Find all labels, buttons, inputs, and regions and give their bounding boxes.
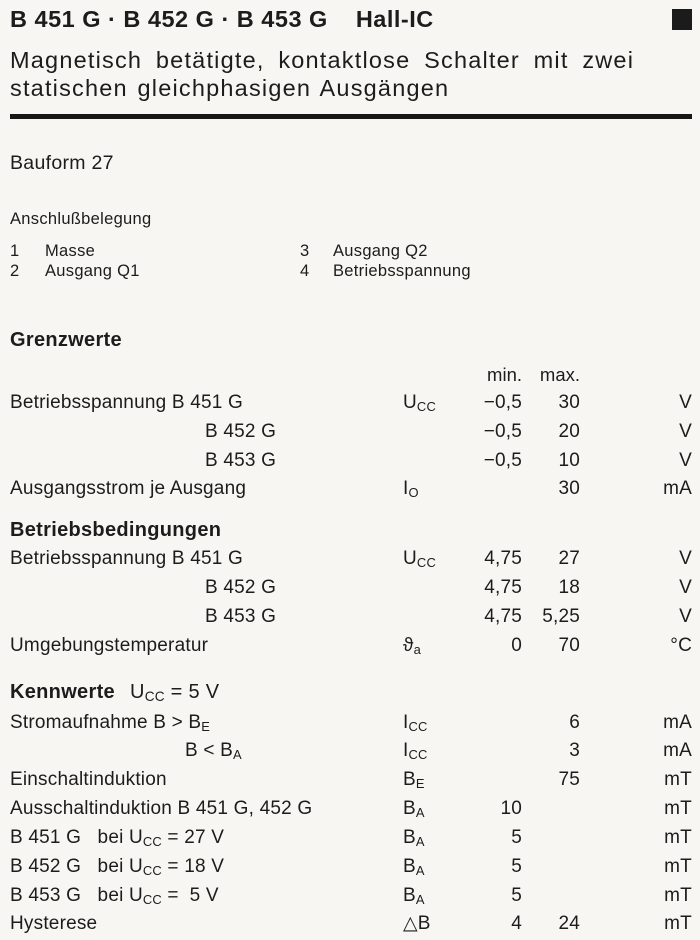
table-row: [10, 738, 692, 767]
pinout-heading: Anschlußbelegung: [10, 210, 152, 228]
param-cell: B 452 G: [205, 577, 277, 599]
pin-label: Ausgang Q1: [45, 261, 140, 280]
max-value-cell: [530, 883, 592, 912]
symbol-cell: ICC: [403, 711, 428, 734]
max-column-header: max.: [539, 364, 580, 385]
min-value-cell: [475, 738, 530, 767]
pin-label: Masse: [45, 242, 96, 260]
max-value-cell: 5,25: [542, 605, 580, 627]
pinout-section: [10, 210, 692, 280]
bauform-label: Bauform 27: [10, 152, 114, 174]
min-value-cell: 4: [511, 913, 522, 935]
symbol-cell: [403, 419, 475, 448]
max-value-cell: 70: [558, 634, 580, 656]
section-title: Kennwerte: [10, 680, 115, 703]
part-numbers: B 451 G · B 452 G · B 453 G: [10, 6, 328, 32]
symbol-cell: BA: [403, 826, 425, 849]
param-cell: B 452 G: [205, 420, 277, 442]
unit-cell: mT: [664, 769, 692, 791]
spec-section: [10, 681, 692, 940]
param-cell: B < BA: [185, 740, 242, 763]
max-value-cell: 18: [558, 577, 580, 599]
min-value-cell: [475, 476, 530, 505]
max-value-cell: 10: [558, 449, 580, 471]
param-cell: B 453 G: [205, 449, 277, 471]
table-row: [10, 476, 692, 505]
symbol-cell: [403, 604, 475, 633]
unit-cell: mT: [664, 826, 692, 848]
max-value-cell: 20: [558, 420, 580, 442]
symbol-cell: [403, 575, 475, 604]
section-rows: [10, 546, 692, 661]
unit-cell: V: [679, 605, 692, 627]
symbol-cell: BA: [403, 798, 425, 820]
pin-label: Ausgang Q2: [333, 242, 428, 260]
section-title: Grenzwerte: [10, 329, 122, 351]
section-condition-note: UCC = 5 V: [129, 680, 220, 704]
symbol-cell: IO: [403, 478, 419, 501]
param-cell: Betriebsspannung B 451 G: [10, 548, 243, 570]
table-row: [10, 633, 692, 662]
section-heading: [10, 519, 692, 542]
param-cell: Einschaltinduktion: [10, 769, 167, 791]
unit-cell: mT: [664, 884, 692, 906]
table-row: [10, 883, 692, 912]
min-value-cell: 0: [511, 634, 522, 656]
table-row: [10, 710, 692, 739]
subtitle-line-1: Magnetisch betätigte, kontaktlose Schalter mit zwei: [10, 47, 635, 73]
section-heading: [10, 329, 692, 352]
min-value-cell: 4,75: [484, 605, 522, 627]
param-cell: B 451 G bei UCC = 27 V: [10, 826, 225, 849]
table-row: [10, 390, 692, 419]
param-cell: Stromaufnahme B > BE: [10, 711, 211, 734]
max-value-cell: 75: [558, 769, 580, 791]
table-row: [10, 419, 692, 448]
min-column-header: min.: [487, 364, 522, 385]
title-row: [10, 6, 692, 33]
min-value-cell: 5: [511, 884, 522, 906]
symbol-cell: UCC: [403, 548, 436, 571]
min-value-cell: 4,75: [484, 577, 522, 599]
param-cell: B 452 G bei UCC = 18 V: [10, 855, 225, 878]
max-value-cell: [530, 854, 592, 883]
section-rows: [10, 710, 692, 940]
page-title: [10, 6, 434, 33]
black-square-icon: [672, 9, 692, 30]
header-divider-rule: [10, 114, 692, 119]
max-value-cell: 24: [558, 913, 580, 935]
symbol-cell: BE: [403, 769, 425, 792]
unit-cell: mT: [664, 798, 692, 820]
param-cell: Hysterese: [10, 913, 98, 935]
unit-cell: mT: [664, 913, 692, 935]
table-row: [10, 448, 692, 477]
min-value-cell: 10: [500, 798, 522, 820]
pin-number: 1: [10, 242, 20, 260]
pin-number: 4: [300, 261, 310, 280]
min-value-cell: [475, 710, 530, 739]
symbol-cell: △B: [403, 913, 431, 935]
pin-label: Betriebsspannung: [333, 261, 471, 280]
min-value-cell: [475, 767, 530, 796]
unit-cell: mA: [663, 711, 692, 733]
param-cell: B 453 G bei UCC = 5 V: [10, 884, 219, 907]
param-cell: Umgebungstemperatur: [10, 634, 209, 656]
subtitle-line-2: statischen gleichphasigen Ausgängen: [10, 75, 450, 101]
table-row: [10, 911, 692, 940]
table-row: [10, 604, 692, 633]
min-value-cell: −0,5: [483, 449, 522, 471]
param-cell: Ausgangsstrom je Ausgang: [10, 478, 247, 500]
spec-section: [10, 329, 692, 505]
pin-number: 2: [10, 261, 20, 280]
unit-cell: V: [679, 449, 692, 471]
symbol-cell: UCC: [403, 392, 436, 414]
max-value-cell: 6: [569, 711, 580, 733]
unit-cell: V: [679, 420, 692, 442]
unit-cell: V: [679, 548, 692, 570]
min-value-cell: −0,5: [483, 420, 522, 442]
min-value-cell: 5: [511, 855, 522, 877]
unit-cell: V: [679, 392, 692, 413]
max-value-cell: 30: [558, 392, 580, 413]
max-value-cell: 27: [558, 548, 580, 570]
max-value-cell: 30: [558, 478, 580, 500]
unit-cell: mA: [663, 478, 692, 500]
symbol-cell: ICC: [403, 740, 428, 763]
pin-number: 3: [300, 242, 310, 260]
spec-section: [10, 519, 692, 661]
unit-cell: °C: [670, 634, 692, 656]
symbol-cell: BA: [403, 884, 425, 907]
section-rows: [10, 390, 692, 505]
section-heading: [10, 681, 692, 704]
unit-cell: V: [679, 577, 692, 599]
table-row: [10, 825, 692, 854]
min-value-cell: −0,5: [483, 392, 522, 413]
minmax-header-row: [10, 364, 692, 385]
param-cell: B 453 G: [205, 605, 277, 627]
unit-cell: mA: [663, 740, 692, 762]
max-value-cell: [530, 796, 592, 825]
product-type-label: Hall-IC: [355, 6, 434, 32]
param-cell: Betriebsspannung B 451 G: [10, 392, 243, 413]
symbol-cell: [403, 448, 475, 477]
table-row: [10, 767, 692, 796]
section-title: Betriebsbedingungen: [10, 519, 222, 542]
spec-tables: [10, 329, 692, 940]
symbol-cell: BA: [403, 855, 425, 878]
pin-assignment-list: [10, 242, 692, 280]
symbol-cell: ϑa: [403, 634, 421, 657]
min-value-cell: 4,75: [484, 548, 522, 570]
max-value-cell: 3: [569, 740, 580, 762]
unit-cell: mT: [664, 855, 692, 877]
table-row: [10, 796, 692, 825]
table-row: [10, 854, 692, 883]
max-value-cell: [530, 825, 592, 854]
min-value-cell: 5: [511, 826, 522, 848]
table-row: [10, 546, 692, 575]
subtitle: [10, 46, 692, 102]
param-cell: Ausschaltinduktion B 451 G, 452 G: [10, 798, 313, 820]
table-row: [10, 575, 692, 604]
